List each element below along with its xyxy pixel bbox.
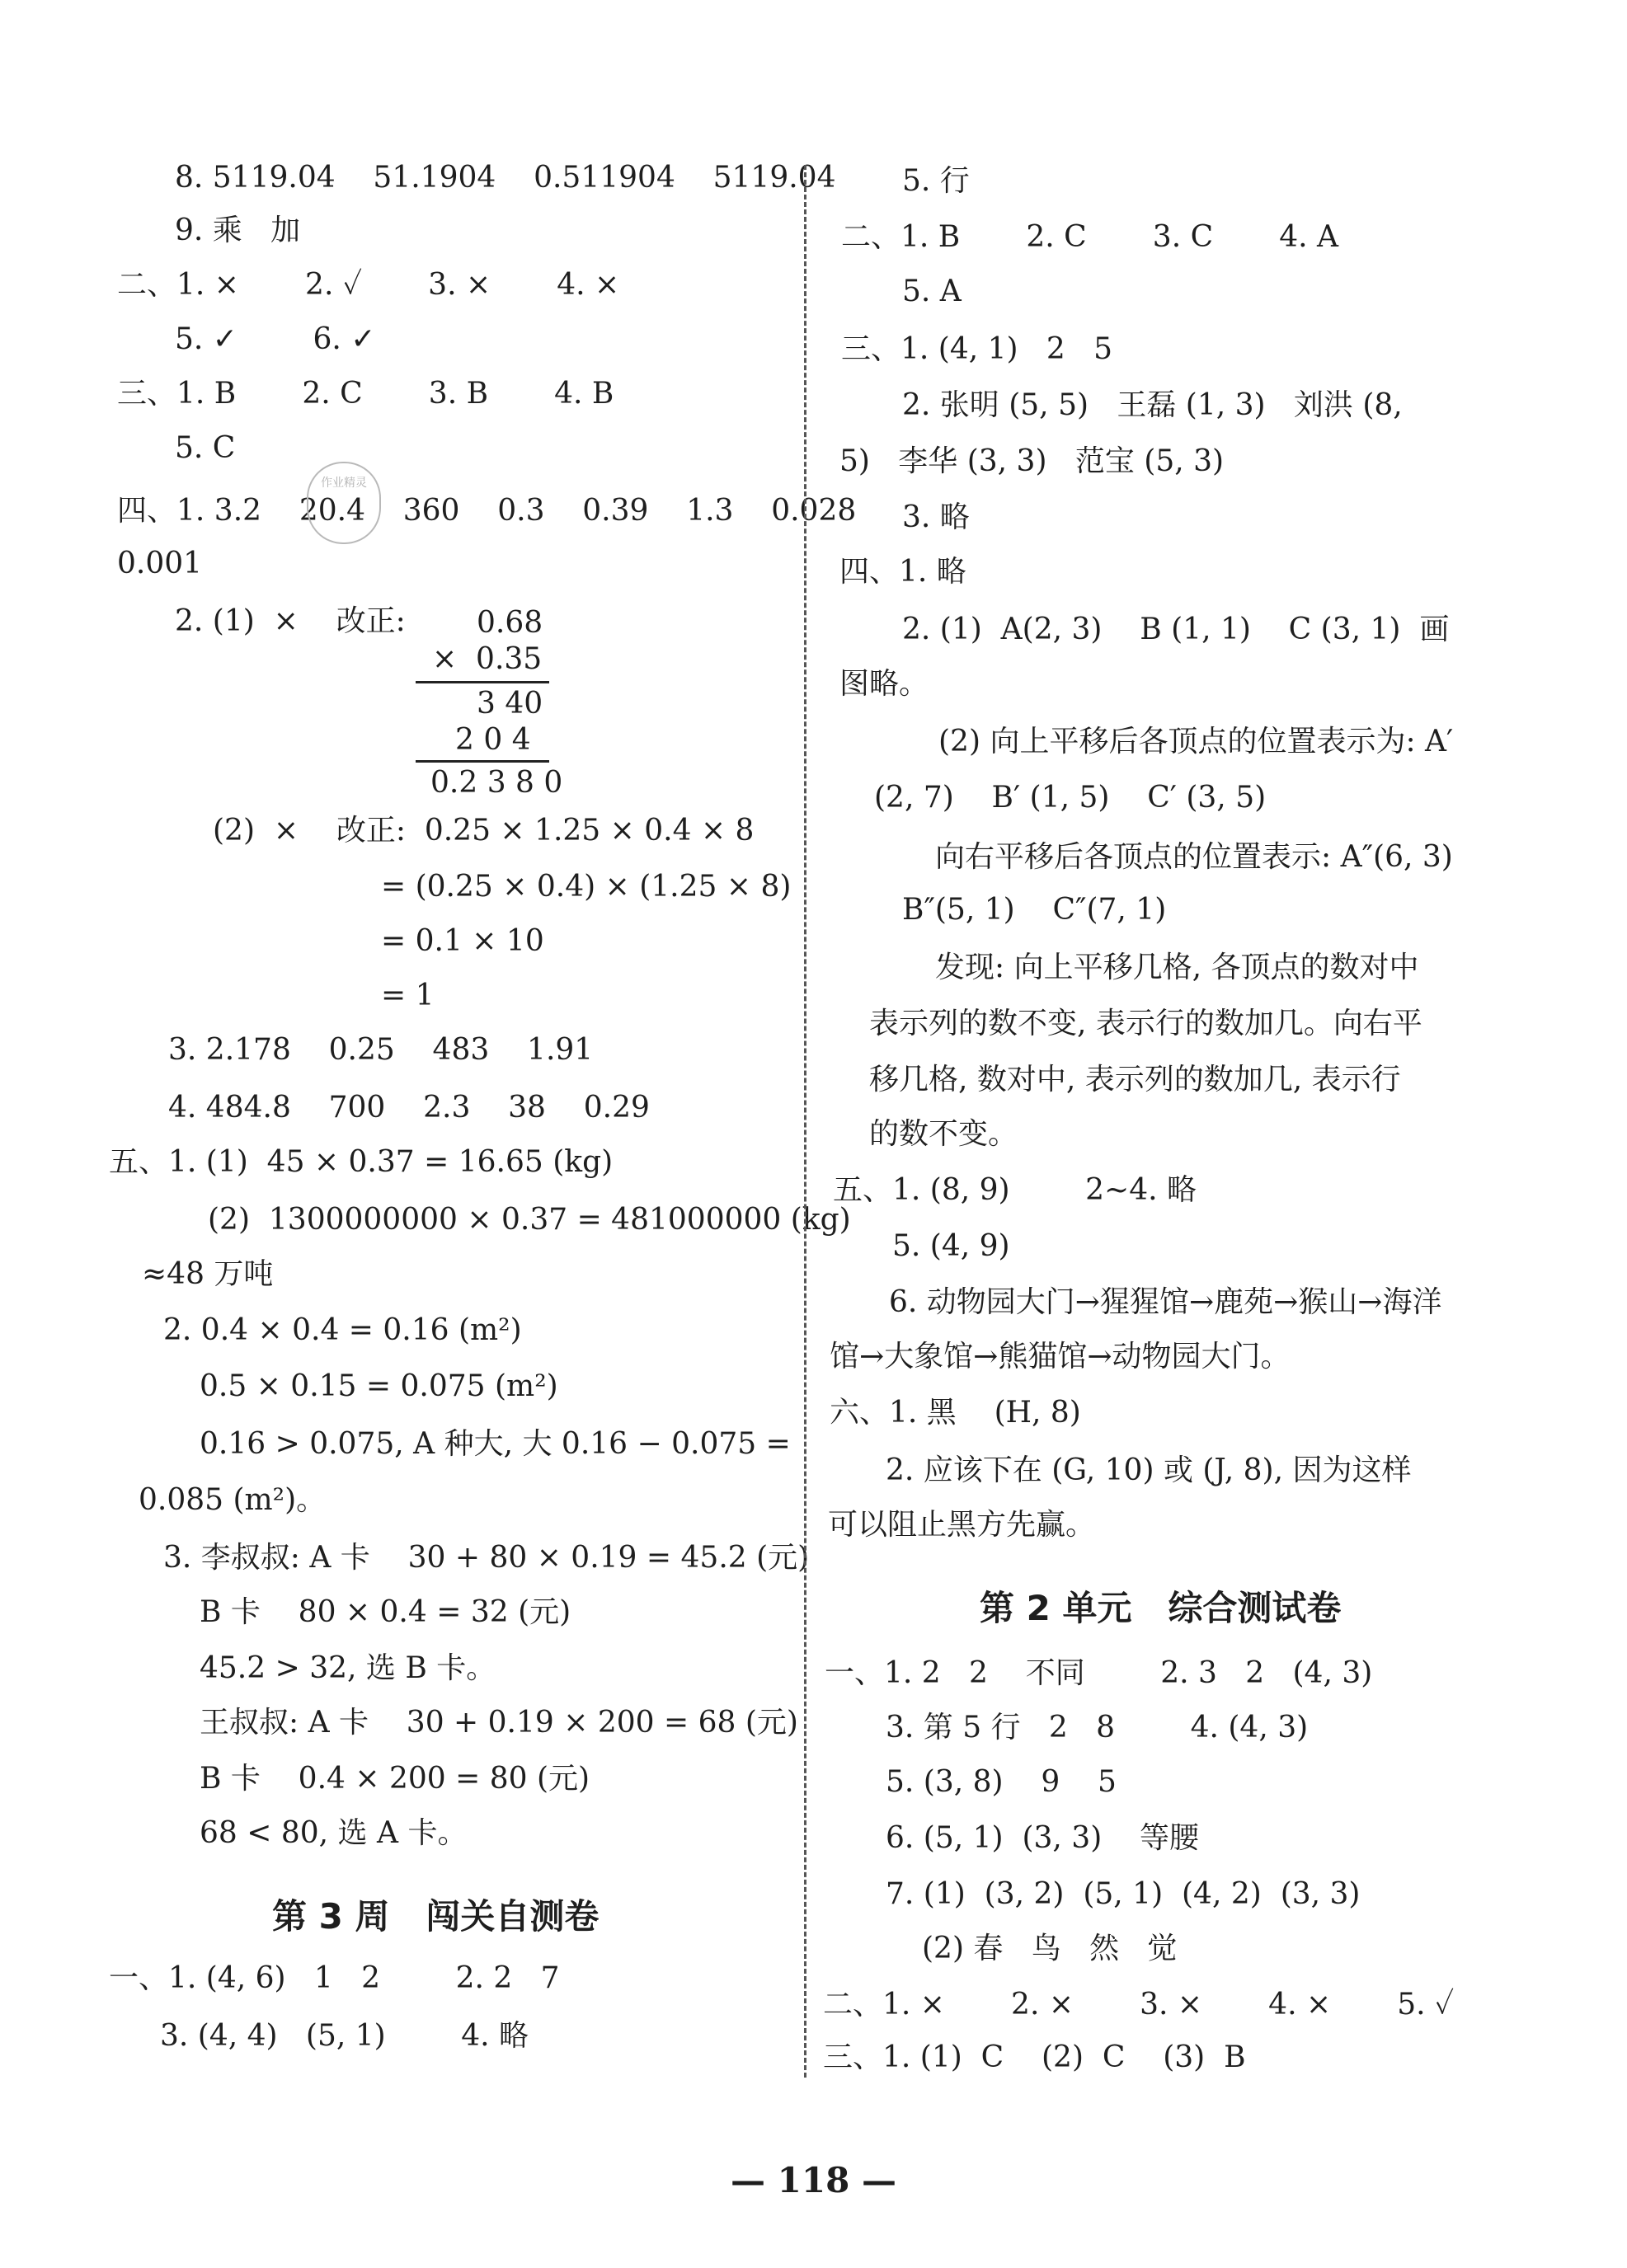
answer-line: 五、1. (1) 45 × 0.37 = 16.65 (kg) [109, 1145, 614, 1179]
answer-line: 4. 484.8 700 2.3 38 0.29 [168, 1091, 650, 1125]
answer-line: = (0.25 × 0.4) × (1.25 × 8) [381, 870, 792, 904]
answer-line: 5) 李华 (3, 3) 范宝 (5, 3) [839, 444, 1225, 478]
answer-line: 五、1. (8, 9) 2~4. 略 [833, 1173, 1197, 1207]
answer-line: 二、1. × 2. ✓ 3. × 4. × [117, 268, 620, 302]
page-number: — 118 — [731, 2160, 896, 2200]
watermark-stamp: 作业精灵 [307, 462, 381, 544]
answer-line: 的数不变。 [869, 1117, 1018, 1151]
answer-line: 5. (4, 9) [892, 1229, 1010, 1263]
answer-line: 四、1. 略 [839, 555, 966, 589]
answer-line: 6. (5, 1) (3, 3) 等腰 [886, 1821, 1200, 1855]
answer-line: 三、1. B 2. C 3. B 4. B [117, 377, 614, 411]
answer-line: 一、1. 2 2 不同 2. 3 2 (4, 3) [825, 1656, 1373, 1690]
answer-line: 2. (1) × 改正: [175, 604, 406, 638]
answer-line: 王叔叔: A 卡 30 + 0.19 × 200 = 68 (元) [200, 1706, 798, 1740]
answer-line: 6. 动物园大门→猩猩馆→鹿苑→猴山→海洋 [889, 1285, 1442, 1319]
multiplication-row: 2 0 4 [455, 723, 531, 757]
answer-line: (2) 向上平移后各顶点的位置表示为: A′ [938, 725, 1454, 758]
column-divider [804, 165, 806, 2078]
answer-line: 表示列的数不变, 表示行的数加几。向右平 [869, 1007, 1422, 1040]
multiplication-rule [416, 681, 549, 683]
answer-line: 7. (1) (3, 2) (5, 1) (4, 2) (3, 3) [886, 1877, 1361, 1911]
answer-line: 馆→大象馆→熊猫馆→动物园大门。 [830, 1340, 1291, 1373]
answer-line: 二、1. B 2. C 3. C 4. A [841, 220, 1339, 254]
answer-line: 2. 0.4 × 0.4 = 0.16 (m²) [163, 1313, 522, 1347]
answer-line: 2. (1) A(2, 3) B (1, 1) C (3, 1) 画 [902, 613, 1450, 646]
answer-line: 0.16 > 0.075, A 种大, 大 0.16 − 0.075 = [200, 1427, 791, 1461]
section-heading: 第 3 周 闯关自测卷 [272, 1896, 600, 1937]
answer-line: 移几格, 数对中, 表示列的数加几, 表示行 [869, 1063, 1401, 1096]
answer-line: B 卡 0.4 × 200 = 80 (元) [200, 1762, 590, 1796]
answer-line: ≈48 万吨 [142, 1257, 274, 1291]
multiplication-rule [416, 760, 549, 763]
answer-line: (2) 1300000000 × 0.37 = 481000000 (kg) [208, 1203, 851, 1237]
multiplication-row: 0.68 [477, 606, 543, 640]
answer-line: 0.085 (m²)。 [139, 1483, 327, 1517]
answer-line: 5. (3, 8) 9 5 [886, 1765, 1117, 1799]
answer-line: (2) 春 鸟 然 觉 [922, 1932, 1178, 1965]
answer-line: 5. A [902, 275, 962, 308]
answer-line: 2. 应该下在 (G, 10) 或 (J, 8), 因为这样 [886, 1453, 1412, 1487]
answer-line: 一、1. (4, 6) 1 2 2. 2 7 [109, 1961, 560, 1995]
multiplication-row: 3 40 [477, 687, 543, 721]
answer-line: 四、1. 3.2 20.4 360 0.3 0.39 1.3 0.028 [117, 494, 857, 528]
answer-line: 3. 第 5 行 2 8 4. (4, 3) [886, 1711, 1309, 1744]
answer-line: 0.5 × 0.15 = 0.075 (m²) [200, 1369, 558, 1403]
multiplication-row: × 0.35 [432, 642, 543, 676]
answer-line: 2. 张明 (5, 5) 王磊 (1, 3) 刘洪 (8, [902, 388, 1403, 422]
answer-line: (2) × 改正: 0.25 × 1.25 × 0.4 × 8 [213, 814, 755, 848]
answer-line: 9. 乘 加 [175, 214, 301, 247]
multiplication-row: 0.2 3 8 0 [430, 766, 563, 800]
answer-line: (2, 7) B′ (1, 5) C′ (3, 5) [874, 781, 1267, 815]
answer-line: 0.001 [117, 547, 203, 580]
answer-line: 3. 李叔叔: A 卡 30 + 80 × 0.19 = 45.2 (元) [163, 1541, 810, 1575]
answer-line: 45.2 > 32, 选 B 卡。 [200, 1651, 496, 1685]
answer-line: 三、1. (1) C (2) C (3) B [823, 2040, 1246, 2074]
answer-line: 3. (4, 4) (5, 1) 4. 略 [160, 2019, 529, 2053]
answer-line: = 1 [381, 979, 435, 1012]
answer-line: 5. ✓ 6. ✓ [175, 322, 376, 356]
section-heading: 第 2 单元 综合测试卷 [980, 1588, 1342, 1628]
answer-line: 3. 2.178 0.25 483 1.91 [168, 1033, 594, 1067]
answer-line: 发现: 向上平移几格, 各顶点的数对中 [935, 951, 1419, 984]
answer-line: B 卡 80 × 0.4 = 32 (元) [200, 1595, 571, 1629]
answer-line: 向右平移后各顶点的位置表示: A″(6, 3) [935, 840, 1453, 874]
answer-line: 可以阻止黑方先赢。 [828, 1508, 1096, 1542]
answer-line: 5. 行 [902, 164, 970, 198]
answer-line: 68 < 80, 选 A 卡。 [200, 1816, 468, 1850]
answer-line: B″(5, 1) C″(7, 1) [902, 893, 1167, 927]
answer-line: 图略。 [839, 667, 929, 701]
answer-line: 三、1. (4, 1) 2 5 [841, 332, 1113, 366]
answer-line: = 0.1 × 10 [381, 924, 544, 958]
answer-line: 8. 5119.04 51.1904 0.511904 5119.04 [175, 161, 836, 195]
answer-line: 3. 略 [902, 500, 970, 534]
answer-line: 二、1. × 2. × 3. × 4. × 5. ✓ [823, 1988, 1455, 2021]
answer-line: 六、1. 黑 (H, 8) [830, 1396, 1081, 1430]
answer-line: 5. C [175, 431, 236, 465]
